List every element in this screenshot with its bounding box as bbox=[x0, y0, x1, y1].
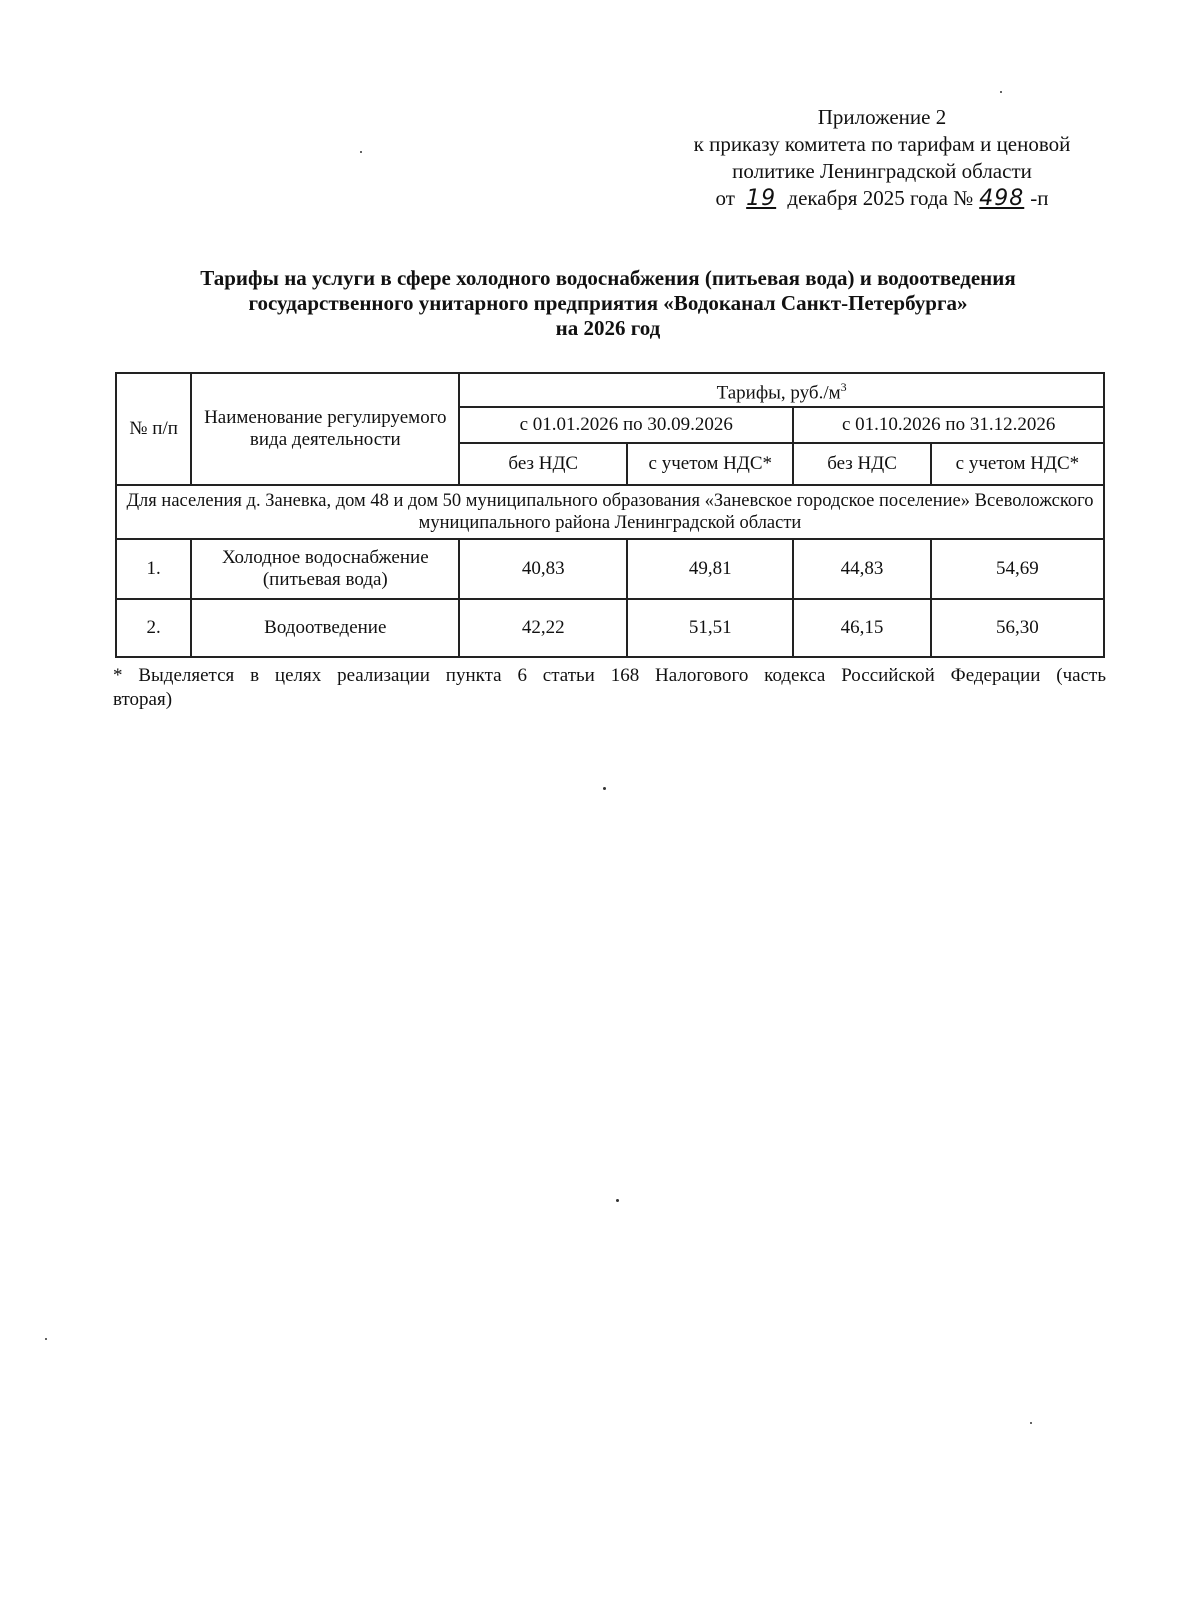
appendix-committee: политике Ленинградской области bbox=[732, 159, 1032, 183]
row-num: 1. bbox=[116, 539, 191, 599]
table-row bbox=[116, 599, 1104, 657]
header-p1-with-vat: с учетом НДС* bbox=[627, 443, 793, 485]
order-number-handwritten: 498 bbox=[979, 186, 1025, 211]
footnote bbox=[113, 664, 1106, 712]
group-label: Для населения д. Заневка, дом 48 и дом 50 муниципального образования «Заневское городское поселение» Всеволожского муниципального района Ленинградской области bbox=[116, 485, 1104, 539]
header-tariffs bbox=[459, 373, 1104, 407]
footnote-line-1: * Выделяется в целях реализации пункта 6 статьи 168 Налогового кодекса Российской Федерации (часть bbox=[113, 665, 1106, 686]
header-p2-with-vat: с учетом НДС* bbox=[931, 443, 1104, 485]
order-suffix: -п bbox=[1030, 186, 1049, 210]
scan-speck bbox=[603, 787, 606, 790]
row-p2-with-vat: 54,69 bbox=[931, 539, 1104, 599]
row-p1-no-vat: 40,83 bbox=[459, 539, 627, 599]
row-p1-with-vat: 51,51 bbox=[627, 599, 793, 657]
appendix-title: Приложение 2 bbox=[817, 105, 947, 129]
title-line-2: государственного унитарного предприятия «Водоканал Санкт-Петербурга» bbox=[248, 291, 968, 315]
header-activity-name: Наименование регулируемого вида деятельности bbox=[191, 373, 459, 485]
scan-speck bbox=[360, 151, 362, 153]
scan-speck bbox=[1000, 91, 1002, 93]
appendix-order-ref: к приказу комитета по тарифам и ценовой bbox=[693, 132, 1071, 156]
row-activity-name: Холодное водоснабжение (питьевая вода) bbox=[191, 539, 459, 599]
appendix-header bbox=[652, 104, 1112, 212]
header-tariffs-label: Тарифы, руб./м bbox=[716, 382, 841, 404]
date-day-handwritten: 19 bbox=[746, 186, 777, 211]
table-row bbox=[116, 539, 1104, 599]
appendix-date-line bbox=[652, 185, 1112, 212]
header-p1-no-vat: без НДС bbox=[459, 443, 627, 485]
document-title bbox=[108, 266, 1108, 341]
row-p2-with-vat: 56,30 bbox=[931, 599, 1104, 657]
table-group-row bbox=[116, 485, 1104, 539]
header-p2-no-vat: без НДС bbox=[793, 443, 931, 485]
row-p1-no-vat: 42,22 bbox=[459, 599, 627, 657]
header-period-1: с 01.01.2026 по 30.09.2026 bbox=[459, 407, 793, 443]
row-activity-name: Водоотведение bbox=[191, 599, 459, 657]
row-p2-no-vat: 46,15 bbox=[793, 599, 931, 657]
header-period-2: с 01.10.2026 по 31.12.2026 bbox=[793, 407, 1104, 443]
footnote-line-2: вторая) bbox=[113, 689, 173, 710]
header-tariffs-sup: 3 bbox=[840, 380, 847, 394]
row-num: 2. bbox=[116, 599, 191, 657]
row-p1-with-vat: 49,81 bbox=[627, 539, 793, 599]
row-p2-no-vat: 44,83 bbox=[793, 539, 931, 599]
scan-speck bbox=[616, 1199, 619, 1202]
table-header-row bbox=[116, 373, 1104, 407]
date-prefix: от bbox=[715, 186, 735, 210]
scan-speck bbox=[45, 1338, 47, 1340]
title-line-3: на 2026 год bbox=[555, 316, 661, 340]
date-rest: декабря 2025 года № bbox=[787, 186, 974, 210]
scan-speck bbox=[1030, 1422, 1032, 1424]
title-line-1: Тарифы на услуги в сфере холодного водоснабжения (питьевая вода) и водоотведения bbox=[200, 266, 1016, 290]
tariff-table bbox=[115, 372, 1105, 658]
header-num: № п/п bbox=[116, 373, 191, 485]
